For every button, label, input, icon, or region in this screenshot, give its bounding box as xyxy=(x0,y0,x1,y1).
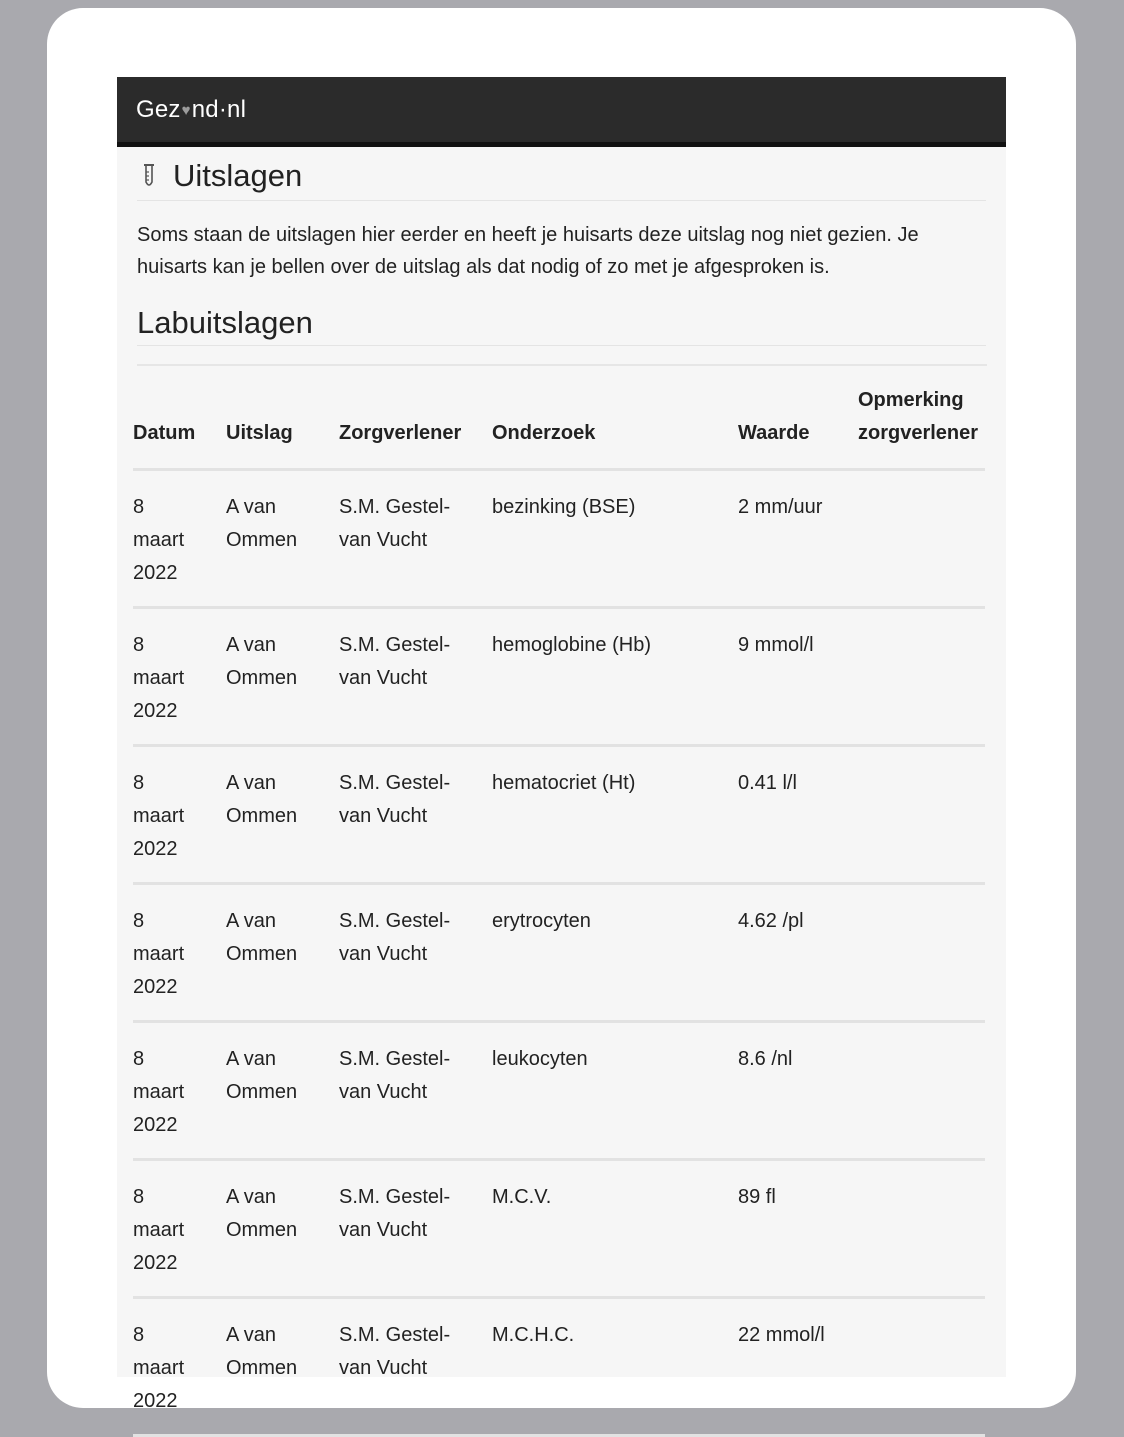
intro-text: Soms staan de uitslagen hier eerder en heeft je huisarts deze uitslag nog niet gezien. Je huisarts kan je bellen over de uitslag als dat nodig of zo met je afgesproken is. xyxy=(137,224,919,278)
cell-onderzoek: bezinking (BSE) xyxy=(492,470,738,608)
cell-opmerking xyxy=(858,1022,985,1160)
column-header-uitslag[interactable]: Uitslag xyxy=(226,366,339,470)
cell-zorgverlener: S.M. Gestel-van Vucht xyxy=(339,884,492,1022)
brand-logo[interactable] xyxy=(136,96,246,124)
brand-name-part1: Gez xyxy=(136,95,181,123)
top-bar xyxy=(117,77,1006,147)
main-content xyxy=(117,151,1006,1437)
cell-datum: 8 maart 2022 xyxy=(133,470,226,608)
table-row[interactable] xyxy=(133,608,985,746)
app-window xyxy=(117,77,1006,1412)
cell-uitslag: A van Ommen xyxy=(226,470,339,608)
cell-opmerking xyxy=(858,608,985,746)
cell-zorgverlener: S.M. Gestel-van Vucht xyxy=(339,608,492,746)
cell-onderzoek: erytrocyten xyxy=(492,884,738,1022)
cell-zorgverlener: S.M. Gestel-van Vucht xyxy=(339,1022,492,1160)
cell-datum: 8 maart 2022 xyxy=(133,1160,226,1298)
column-header-onderzoek[interactable]: Onderzoek xyxy=(492,366,738,470)
cell-onderzoek: leukocyten xyxy=(492,1022,738,1160)
device-card xyxy=(47,8,1076,1412)
cell-waarde: 8.6 /nl xyxy=(738,1022,858,1160)
column-header-zorgverlener[interactable]: Zorgverlener xyxy=(339,366,492,470)
brand-name-part2: nd·nl xyxy=(191,95,247,123)
cell-zorgverlener: S.M. Gestel-van Vucht xyxy=(339,1298,492,1436)
page-title: Uitslagen xyxy=(173,157,303,193)
page-title-row xyxy=(137,151,986,201)
results-table xyxy=(133,366,985,1437)
cell-waarde: 22 mmol/l xyxy=(738,1298,858,1436)
column-header-waarde[interactable]: Waarde xyxy=(738,366,858,470)
column-header-datum[interactable]: Datum xyxy=(133,366,226,470)
cell-uitslag: A van Ommen xyxy=(226,746,339,884)
results-table-container[interactable] xyxy=(133,364,987,1437)
cell-uitslag: A van Ommen xyxy=(226,608,339,746)
test-tube-icon xyxy=(143,163,161,189)
cell-onderzoek: M.C.H.C. xyxy=(492,1298,738,1436)
cell-zorgverlener: S.M. Gestel-van Vucht xyxy=(339,470,492,608)
column-header-opmerking[interactable]: Opmerking zorgverlener xyxy=(858,366,985,470)
cell-datum: 8 maart 2022 xyxy=(133,1298,226,1436)
cell-opmerking xyxy=(858,746,985,884)
cell-waarde: 2 mm/uur xyxy=(738,470,858,608)
cell-onderzoek: hematocriet (Ht) xyxy=(492,746,738,884)
cell-opmerking xyxy=(858,470,985,608)
cell-zorgverlener: S.M. Gestel-van Vucht xyxy=(339,746,492,884)
section-title-labuitslagen: Labuitslagen xyxy=(137,305,986,346)
cell-uitslag: A van Ommen xyxy=(226,1022,339,1160)
table-row[interactable] xyxy=(133,1022,985,1160)
table-row[interactable] xyxy=(133,470,985,608)
cell-onderzoek: hemoglobine (Hb) xyxy=(492,608,738,746)
cell-uitslag: A van Ommen xyxy=(226,884,339,1022)
heart-icon: ♥ xyxy=(181,102,191,119)
cell-opmerking xyxy=(858,884,985,1022)
cell-uitslag: A van Ommen xyxy=(226,1160,339,1298)
cell-datum: 8 maart 2022 xyxy=(133,608,226,746)
table-row[interactable] xyxy=(133,746,985,884)
table-row[interactable] xyxy=(133,884,985,1022)
cell-waarde: 89 fl xyxy=(738,1160,858,1298)
cell-waarde: 9 mmol/l xyxy=(738,608,858,746)
cell-onderzoek: M.C.V. xyxy=(492,1160,738,1298)
cell-opmerking xyxy=(858,1160,985,1298)
cell-waarde: 4.62 /pl xyxy=(738,884,858,1022)
cell-waarde: 0.41 l/l xyxy=(738,746,858,884)
cell-zorgverlener: S.M. Gestel-van Vucht xyxy=(339,1160,492,1298)
cell-opmerking xyxy=(858,1298,985,1436)
table-row[interactable] xyxy=(133,1160,985,1298)
cell-datum: 8 maart 2022 xyxy=(133,884,226,1022)
cell-datum: 8 maart 2022 xyxy=(133,1022,226,1160)
cell-datum: 8 maart 2022 xyxy=(133,746,226,884)
table-header-row xyxy=(133,366,985,470)
cell-uitslag: A van Ommen xyxy=(226,1298,339,1436)
table-row[interactable] xyxy=(133,1298,985,1436)
